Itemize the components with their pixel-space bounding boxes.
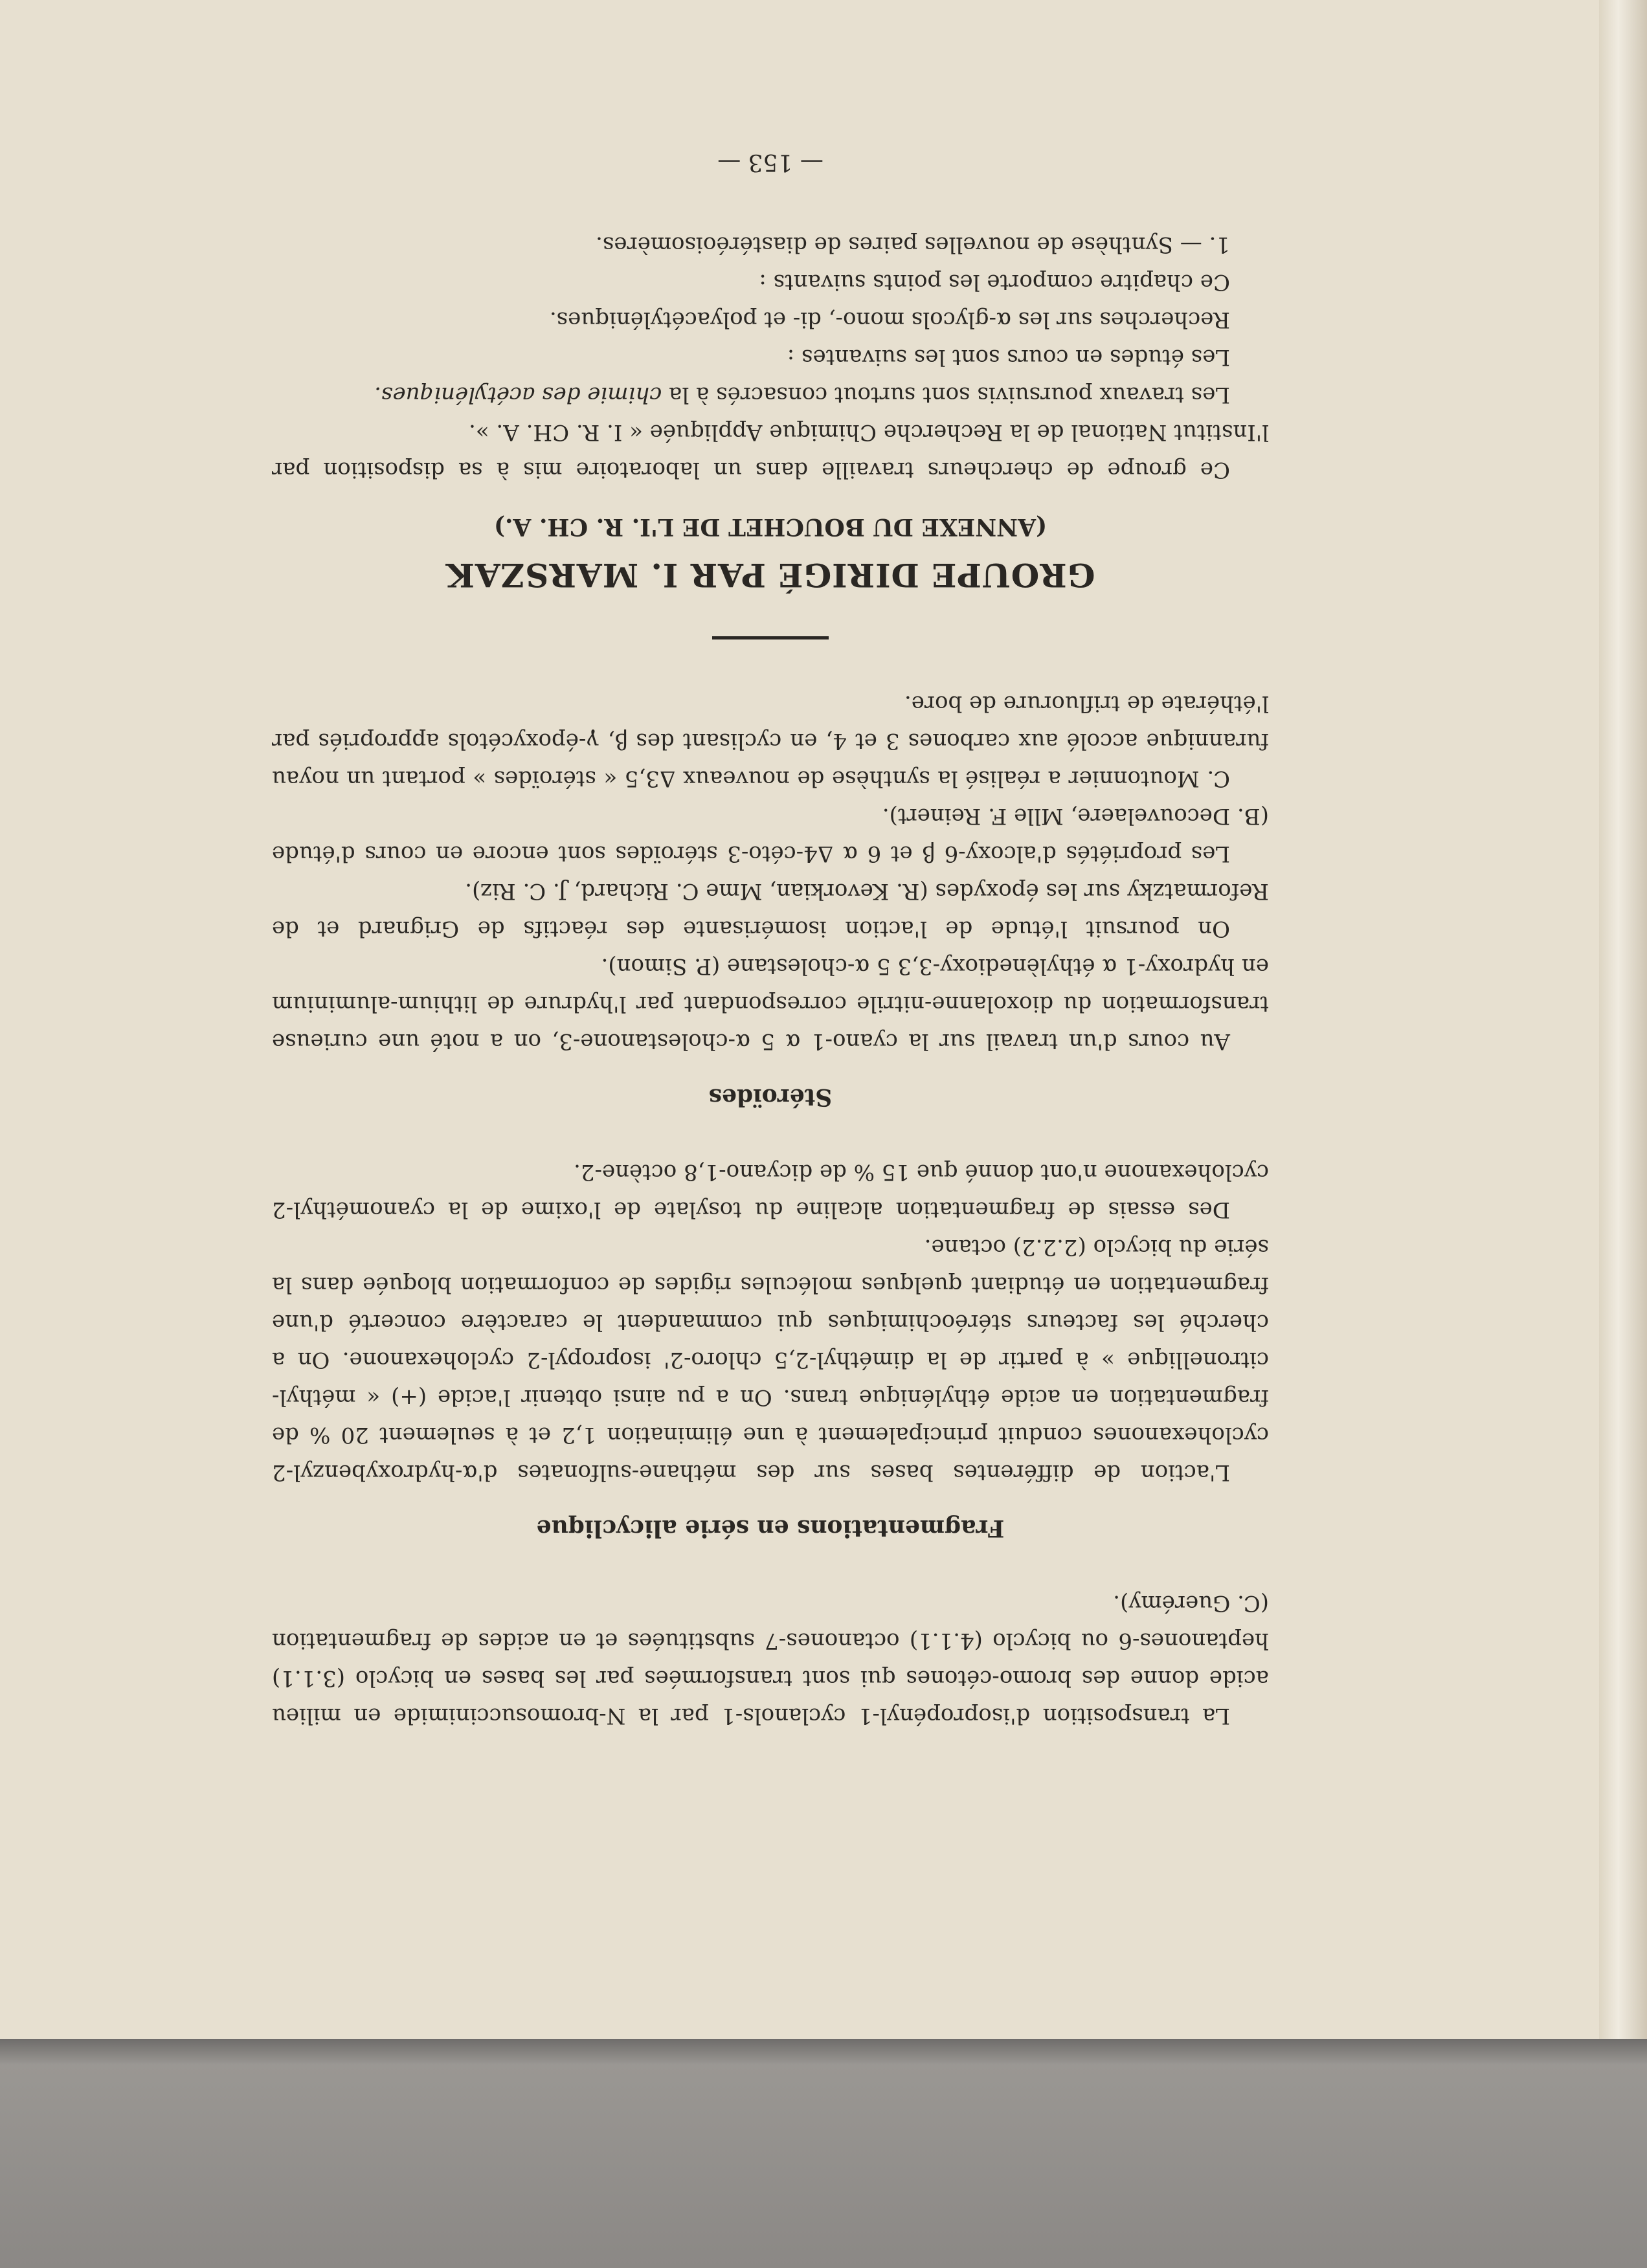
intro-paragraph: La transposition d'isopropényl-1 cyclanols-1 par la N-bromosuccinimide en milieu acide donne des bromo-cétones qui sont transformées par les bases en bicyclo (3.1.1) heptanones-6 ou bicyclo (4.1.1) octanones-7 substituées et en acides de fragmentation (C. Guerémy). (272, 1590, 1269, 1729)
group-annex-subtitle: (ANNEXE DU BOUCHET DE L'I. R. CH. A.) (493, 513, 1048, 540)
group-paragraph-2-lead: Les travaux poursuivis sont surtout consacrés à la (669, 382, 1230, 408)
steroides-paragraph-4: C. Moutonnier a réalisé la synthèse de nouveaux Δ3,5 « stéroïdes » portant un noyau furannique accolé aux carbones 3 et 4, en cyclisant des β, γ-époxycétols appropriés par l'éthérate de trifluorure de bore. (272, 691, 1269, 792)
group-paragraph-2 (272, 376, 1269, 414)
section-heading-fragmentation: Fragmentations en série alicyclique (536, 1515, 1005, 1542)
group-paragraph-5: Ce chapitre comporte les points suivants : (759, 269, 1230, 295)
page-number: — 153 — (717, 149, 824, 175)
group-paragraph-3: Les études en cours sont les suivantes : (787, 344, 1230, 370)
page-edge (1599, 0, 1647, 2039)
page-text-block (272, 143, 1269, 1735)
section-heading-steroides: Stéroïdes (708, 1084, 833, 1111)
group-paragraph-4: Recherches sur les α-glycols mono-, di- et polyacétyléniques. (549, 307, 1230, 333)
scanner-background (0, 2039, 1647, 2268)
steroides-paragraph-3: Les propriétés d'alcoxy-6 β et 6 α Δ4-céto-3 stéroïdes sont encore en cours d'étude (B. Decouvelaere, Mlle F. Reinert). (272, 803, 1269, 867)
fragmentation-paragraph-2: Des essais de fragmentation alcaline du tosylate de l'oxime de la cyanométhyl-2 cyclohexanone n'ont donné que 15 % de dicyano-1,8 octène-2. (272, 1159, 1269, 1223)
group-paragraph-1: Ce groupe de chercheurs travaille dans un laboratoire mis à sa disposition par l'Institut National de la Recherche Chimique Appliquée « I. R. CH. A. ». (272, 419, 1269, 483)
group-paragraph-6: 1. — Synthèse de nouvelles paires de diastéréoisomères. (596, 232, 1230, 258)
steroides-paragraph-1: Au cours d'un travail sur la cyano-1 α 5 α-cholestanone-3, on a noté une curieuse transformation du dioxolanne-nitrile correspondant par l'hydrure de lithium-aluminium en hydroxy-1 α éthylènedioxy-3,3 5 α-cholestane (P. Simon). (272, 953, 1269, 1054)
group-title: GROUPE DIRIGÉ PAR I. MARSZAK (445, 556, 1095, 594)
group-paragraph-2-italic: chimie des acétyléniques. (374, 382, 662, 408)
steroides-paragraph-2: On poursuit l'étude de l'action isomérisante des réactifs de Grignard et de Reformatzky sur les époxydes (R. Kevorkian, Mme C. Richard, J. C. Riz). (272, 878, 1269, 942)
fragmentation-paragraph-1: L'action de différentes bases sur des méthane-sulfonates d'α-hydroxybenzyl-2 cyclohexanones conduit principalement à une élimination 1,2 et à seulement 20 % de fragmentation en acide éthylénique trans. On a pu ainsi obtenir l'acide (+) « méthyl-citronellique » à partir de la diméthyl-2,5 chloro-2' isopropyl-2 cyclohexanone. On a cherché les facteurs stéréochimiques qui commandent le caractère concerté d'une fragmentation en étudiant quelques molécules rigides de conformation bloquée dans la série du bicyclo (2.2.2) octane. (272, 1234, 1269, 1485)
section-divider (712, 636, 829, 639)
